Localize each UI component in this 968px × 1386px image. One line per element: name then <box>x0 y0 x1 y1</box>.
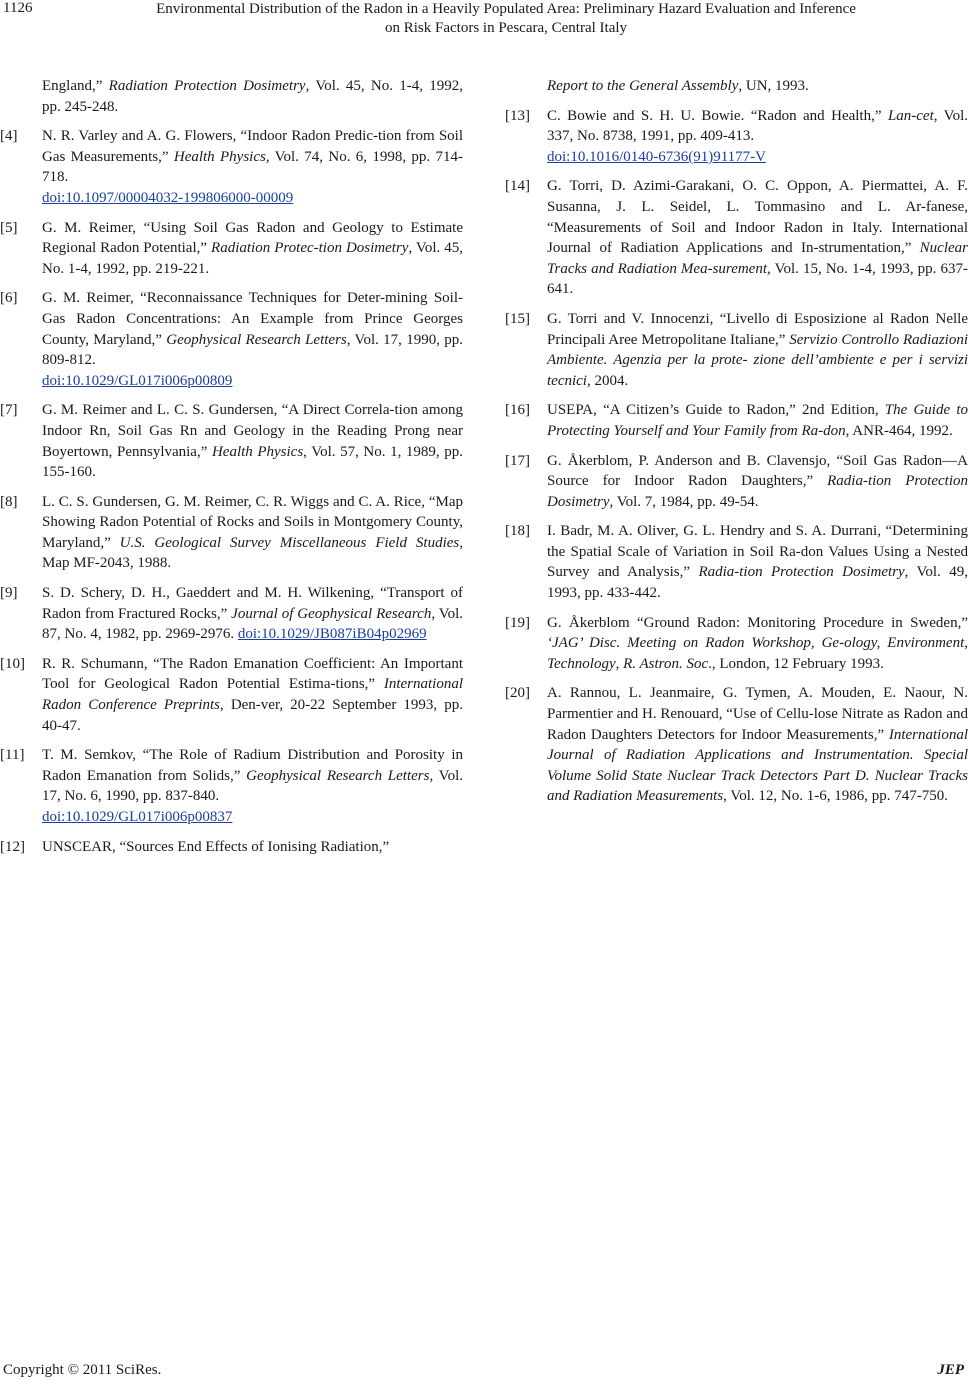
ref-text: , Vol. 45, No. 1-4, 1992, pp. 219-221. <box>42 240 463 277</box>
ref-text: , <box>615 655 624 672</box>
doi-link[interactable]: doi:10.1029/JB087iB04p02969 <box>237 626 427 643</box>
ref-journal: Radiation Protec-tion Dosimetry <box>211 240 409 257</box>
ref-journal: Servizio Controllo Radiazioni Ambiente. Agenzia per la prote- zione dell’ambiente e per i servizi tecnici <box>547 331 968 389</box>
ref-number: [11] <box>0 747 25 764</box>
ref-text: , Vol. 17, No. 6, 1990, pp. 837-840. <box>42 767 464 805</box>
reference-item <box>0 583 463 645</box>
ref-text: G. Åkerblom “Ground Radon: Monitoring Procedure in Sweden,” <box>547 614 968 631</box>
ref-number: [15] <box>505 310 530 327</box>
ref-text: , UN, 1993. <box>738 78 809 94</box>
ref-text: , ANR-464, 1992. <box>845 422 953 439</box>
ref-number: [18] <box>505 523 530 540</box>
ref-number: [4] <box>0 128 18 145</box>
ref-journal: ‘JAG’ Disc. Meeting on Radon Workshop, Ge-ology, Environment, Technology <box>547 635 968 672</box>
ref-text: T. M. Semkov, “The Role of Radium Distribution and Porosity in Radon Emanation from Solids,” <box>42 747 463 784</box>
reference-item <box>0 745 463 827</box>
reference-item <box>0 126 463 208</box>
ref-text: , Vol. 337, No. 8738, 1991, pp. 409-413. <box>547 107 968 145</box>
reference-item <box>0 654 463 736</box>
running-title <box>44 0 968 38</box>
ref-text: S. D. Schery, D. H., Gaeddert and M. H. Wilkening, “Transport of Radon from Fractured Rocks,” <box>42 585 463 622</box>
ref-journal: R. Astron. Soc <box>623 655 709 672</box>
reference-item <box>505 309 968 391</box>
ref-text: , Vol. 57, No. 1, 1989, pp. 155-160. <box>42 443 463 481</box>
ref-journal: The Guide to Protecting Yourself and Your Family from Ra-don <box>547 402 968 439</box>
reference-item <box>0 400 463 482</box>
ref-text: , Vol. 45, No. 1-4, 1992, pp. 245-248. <box>42 78 463 115</box>
ref-journal: Health Physics <box>211 443 304 460</box>
doi-link[interactable]: doi:10.1029/GL017i006p00837 <box>42 809 233 825</box>
ref-text: , Vol. 12, No. 1-6, 1986, pp. 747-750. <box>723 788 948 805</box>
reference-item <box>0 837 463 858</box>
reference-item <box>505 683 968 807</box>
reference-continuation <box>505 76 968 97</box>
ref-text: G. M. Reimer, “Reconnaissance Techniques for Deter-mining Soil-Gas Radon Concentrations: An Example from Prince Georges County, Maryland,” <box>42 290 463 348</box>
ref-journal: Radia-tion Protection Dosimetry <box>698 564 905 581</box>
ref-text: England,” <box>42 78 109 94</box>
ref-number: [6] <box>0 290 18 307</box>
ref-text: R. R. Schumann, “The Radon Emanation Coefficient: An Important Tool for Geological Radon Potential Estima-tions,” <box>42 655 463 693</box>
ref-journal: Geophysical Research Letters <box>166 331 347 348</box>
ref-text: , Vol. 7, 1984, pp. 49-54. <box>609 493 759 510</box>
ref-text: , Vol. 49, 1993, pp. 433-442. <box>547 564 968 602</box>
ref-text: , Vol. 17, 1990, pp. 809-812. <box>42 331 463 369</box>
ref-text: G. Torri and V. Innocenzi, “Livello di Esposizione al Radon Nelle Principali Aree Metropolitane Italiane,” <box>547 310 968 348</box>
ref-text: G. Torri, D. Azimi-Garakani, O. C. Oppon, A. Piermattei, A. F. Susanna, J. L. Seidel, L. Tommasino and L. Ar-fanese, “Measurements of Soil and Indoor Radon in Italy. International Journal of Radiation Applications and In-strumentation,” <box>547 178 968 257</box>
ref-text: UNSCEAR, “Sources End Effects of Ionising Radiation,” <box>42 838 390 855</box>
reference-continuation <box>0 76 463 117</box>
doi-link[interactable]: doi:10.1016/0140-6736(91)91177-V <box>547 148 767 165</box>
ref-text: , Vol. 15, No. 1-4, 1993, pp. 637-641. <box>547 260 968 298</box>
page-number: 1126 <box>3 0 33 16</box>
reference-item <box>0 288 463 391</box>
ref-text: ., London, 12 February 1993. <box>708 655 884 672</box>
ref-number: [13] <box>505 107 530 124</box>
reference-item <box>505 521 968 603</box>
ref-journal: Nuclear Tracks and Radiation Mea-surement <box>547 240 968 277</box>
journal-abbreviation: JEP <box>937 1362 964 1378</box>
ref-text: G. M. Reimer, “Using Soil Gas Radon and Geology to Estimate Regional Radon Potential,” <box>42 219 463 257</box>
reference-item <box>505 451 968 513</box>
ref-number: [9] <box>0 585 18 602</box>
ref-text: , Vol. 87, No. 4, 1982, pp. 2969-2976. <box>42 605 464 643</box>
reference-item <box>505 613 968 675</box>
ref-text: , Vol. 74, No. 6, 1998, pp. 714-718. <box>42 148 463 186</box>
ref-text: , 2004. <box>586 372 629 389</box>
ref-journal: Lan-cet <box>887 107 934 124</box>
running-title-line-1: Environmental Distribution of the Radon in a Heavily Populated Area: Preliminary Hazard Evaluation and Inference <box>156 1 856 17</box>
doi-link[interactable]: doi:10.1097/00004032-199806000-00009 <box>42 189 294 206</box>
ref-text: A. Rannou, L. Jeanmaire, G. Tymen, A. Mouden, E. Naour, N. Parmentier and H. Renouard, “Use of Cellu-lose Nitrate as Radon and Radon Daughters Detectors for Indoor Measurements,” <box>547 685 968 743</box>
ref-journal: Health Physics <box>173 148 266 165</box>
reference-item <box>505 400 968 441</box>
ref-journal: Journal of Geophysical Research <box>231 605 432 622</box>
ref-journal: Radia-tion Protection Dosimetry <box>547 473 968 510</box>
ref-text: L. C. S. Gundersen, G. M. Reimer, C. R. Wiggs and C. A. Rice, “Map Showing Radon Potential of Rocks and Soils in Montgomery County, Maryland,” <box>42 493 463 551</box>
ref-text: G. M. Reimer and L. C. S. Gundersen, “A Direct Correla-tion among Indoor Rn, Soil Gas Rn and Geology in the Reading Prong near Boyertown, Pennsylvania,” <box>42 402 463 460</box>
doi-link[interactable]: doi:10.1029/GL017i006p00809 <box>42 372 233 389</box>
right-column <box>505 76 968 816</box>
ref-text: N. R. Varley and A. G. Flowers, “Indoor Radon Predic-tion from Soil Gas Measurements,” <box>42 128 463 165</box>
ref-text: , Map MF-2043, 1988. <box>42 534 463 572</box>
reference-item <box>0 492 463 574</box>
ref-number: [16] <box>505 402 530 419</box>
ref-text: , Den-ver, 20-22 September 1993, pp. 40-47. <box>42 697 464 734</box>
ref-number: [8] <box>0 493 18 510</box>
reference-item <box>505 106 968 168</box>
ref-number: [5] <box>0 219 18 236</box>
ref-number: [7] <box>0 402 18 419</box>
running-title-line-2: on Risk Factors in Pescara, Central Italy <box>384 20 628 36</box>
left-column <box>0 76 463 866</box>
ref-text: G. Åkerblom, P. Anderson and B. Clavensjo, “Soil Gas Radon—A Source for Indoor Radon Daughters,” <box>547 452 968 490</box>
ref-number: [17] <box>505 452 530 469</box>
ref-number: [12] <box>0 838 25 855</box>
ref-number: [19] <box>505 614 530 631</box>
reference-item <box>0 218 463 280</box>
ref-journal: International Journal of Radiation Applications and Instrumentation. Special Volume Solid State Nuclear Track Detectors Part D. Nuclear Tracks and Radiation Measurements <box>547 726 968 805</box>
ref-text: C. Bowie and S. H. U. Bowie. “Radon and Health,” <box>547 107 888 124</box>
ref-journal: Geophysical Research Letters <box>246 767 430 784</box>
ref-text: USEPA, “A Citizen’s Guide to Radon,” 2nd Edition, <box>547 402 885 419</box>
ref-journal: Radiation Protection Dosimetry <box>108 78 306 94</box>
ref-number: [14] <box>505 178 530 195</box>
ref-number: [10] <box>0 655 25 672</box>
ref-journal: U.S. Geological Survey Miscellaneous Field Studies <box>119 534 460 551</box>
copyright-notice: Copyright © 2011 SciRes. <box>3 1362 162 1378</box>
ref-journal: Report to the General Assembly <box>547 78 739 94</box>
ref-journal: International Radon Conference Preprints <box>42 676 463 714</box>
reference-item <box>505 176 968 300</box>
ref-number: [20] <box>505 685 530 702</box>
ref-text: I. Badr, M. A. Oliver, G. L. Hendry and S. A. Durrani, “Determining the Spatial Scale of Variation in Soil Ra-don Values Using a Nested Survey and Analysis,” <box>547 523 968 581</box>
